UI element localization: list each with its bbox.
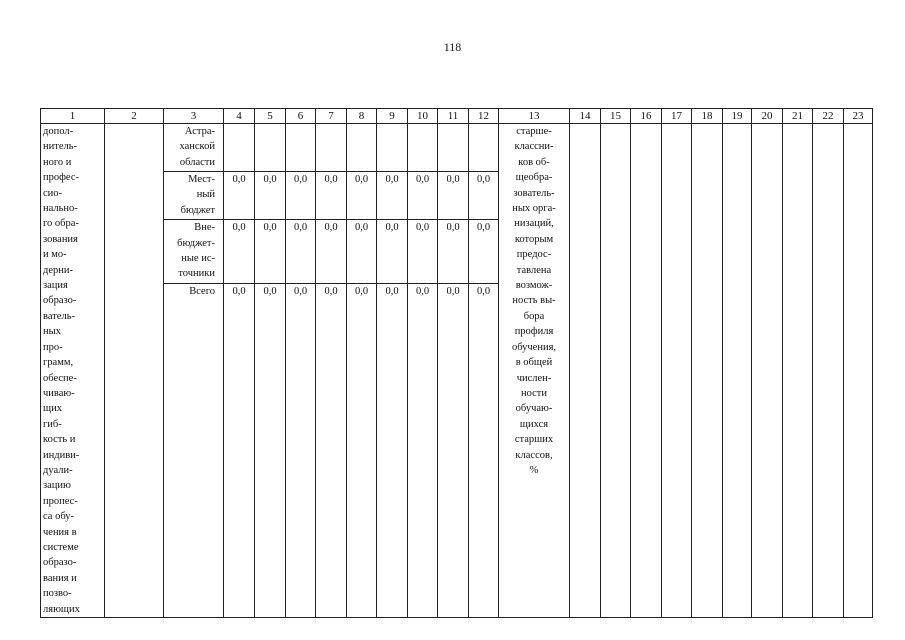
column-header-12: 12 — [469, 109, 499, 124]
column-header-15: 15 — [601, 109, 631, 124]
value-cell: 0,0 — [224, 220, 255, 284]
column-header-1: 1 — [41, 109, 105, 124]
value-cell — [286, 124, 316, 172]
value-cell — [347, 124, 377, 172]
empty-cell-14 — [570, 124, 601, 618]
column-header-10: 10 — [408, 109, 438, 124]
funding-source-cell: Мест- ный бюджет — [164, 172, 224, 220]
value-cell: 0,0 — [286, 220, 316, 284]
column-header-18: 18 — [692, 109, 723, 124]
column-header-22: 22 — [813, 109, 844, 124]
page-number: 118 — [443, 40, 462, 54]
empty-cell-18 — [692, 124, 723, 618]
value-cell: 0,0 — [255, 172, 286, 220]
empty-cell-17 — [662, 124, 692, 618]
empty-cell — [105, 124, 164, 618]
data-table — [40, 108, 873, 618]
indicator-name-cell: старше- классни- ков об- щеобра- зователь- ных орга- низаций, которым предос- тавлена возмож- ность вы- бора профиля обучения, в общей числен- ности обучаю- щихся старших классов, % — [499, 124, 570, 618]
column-header-8: 8 — [347, 109, 377, 124]
funding-source-cell: Вне- бюджет- ные ис- точники — [164, 220, 224, 284]
column-header-21: 21 — [783, 109, 813, 124]
table-row — [41, 124, 873, 172]
column-header-13: 13 — [499, 109, 570, 124]
column-header-4: 4 — [224, 109, 255, 124]
value-cell: 0,0 — [377, 172, 408, 220]
value-cell: 0,0 — [316, 283, 347, 617]
value-cell: 0,0 — [286, 172, 316, 220]
value-cell: 0,0 — [224, 172, 255, 220]
value-cell: 0,0 — [255, 220, 286, 284]
value-cell: 0,0 — [469, 283, 499, 617]
value-cell: 0,0 — [408, 220, 438, 284]
value-cell — [255, 124, 286, 172]
value-cell — [224, 124, 255, 172]
value-cell: 0,0 — [255, 283, 286, 617]
empty-cell-16 — [631, 124, 662, 618]
value-cell: 0,0 — [377, 220, 408, 284]
value-cell: 0,0 — [224, 283, 255, 617]
value-cell: 0,0 — [316, 220, 347, 284]
value-cell: 0,0 — [347, 283, 377, 617]
value-cell: 0,0 — [347, 172, 377, 220]
column-header-6: 6 — [286, 109, 316, 124]
column-header-5: 5 — [255, 109, 286, 124]
value-cell: 0,0 — [377, 283, 408, 617]
value-cell — [438, 124, 469, 172]
value-cell: 0,0 — [408, 172, 438, 220]
empty-cell-23 — [844, 124, 873, 618]
column-header-9: 9 — [377, 109, 408, 124]
value-cell: 0,0 — [316, 172, 347, 220]
value-cell — [377, 124, 408, 172]
value-cell: 0,0 — [469, 172, 499, 220]
funding-source-cell: Астра- ханской области — [164, 124, 224, 172]
value-cell: 0,0 — [438, 283, 469, 617]
column-header-16: 16 — [631, 109, 662, 124]
value-cell: 0,0 — [347, 220, 377, 284]
column-header-17: 17 — [662, 109, 692, 124]
value-cell — [408, 124, 438, 172]
value-cell: 0,0 — [438, 172, 469, 220]
empty-cell-19 — [723, 124, 752, 618]
funding-source-cell: Всего — [164, 283, 224, 617]
column-header-23: 23 — [844, 109, 873, 124]
column-header-2: 2 — [105, 109, 164, 124]
column-header-19: 19 — [723, 109, 752, 124]
header-row — [41, 109, 873, 124]
empty-cell-21 — [783, 124, 813, 618]
value-cell: 0,0 — [408, 283, 438, 617]
column-header-11: 11 — [438, 109, 469, 124]
value-cell: 0,0 — [438, 220, 469, 284]
value-cell — [469, 124, 499, 172]
value-cell: 0,0 — [286, 283, 316, 617]
column-header-20: 20 — [752, 109, 783, 124]
value-cell: 0,0 — [469, 220, 499, 284]
column-header-3: 3 — [164, 109, 224, 124]
empty-cell-22 — [813, 124, 844, 618]
empty-cell-20 — [752, 124, 783, 618]
indicator-description-cell: допол- нитель- ного и профес- сио- нально- го обра- зования и мо- дерни- зация образо- ватель- ных про- грамм, обеспе- чиваю- щих гиб- кость и индиви- дуали- зацию пропес- са обу- чения в системе образо- вания и позво- ляющих — [41, 124, 105, 618]
column-header-14: 14 — [570, 109, 601, 124]
column-header-7: 7 — [316, 109, 347, 124]
value-cell — [316, 124, 347, 172]
empty-cell-15 — [601, 124, 631, 618]
